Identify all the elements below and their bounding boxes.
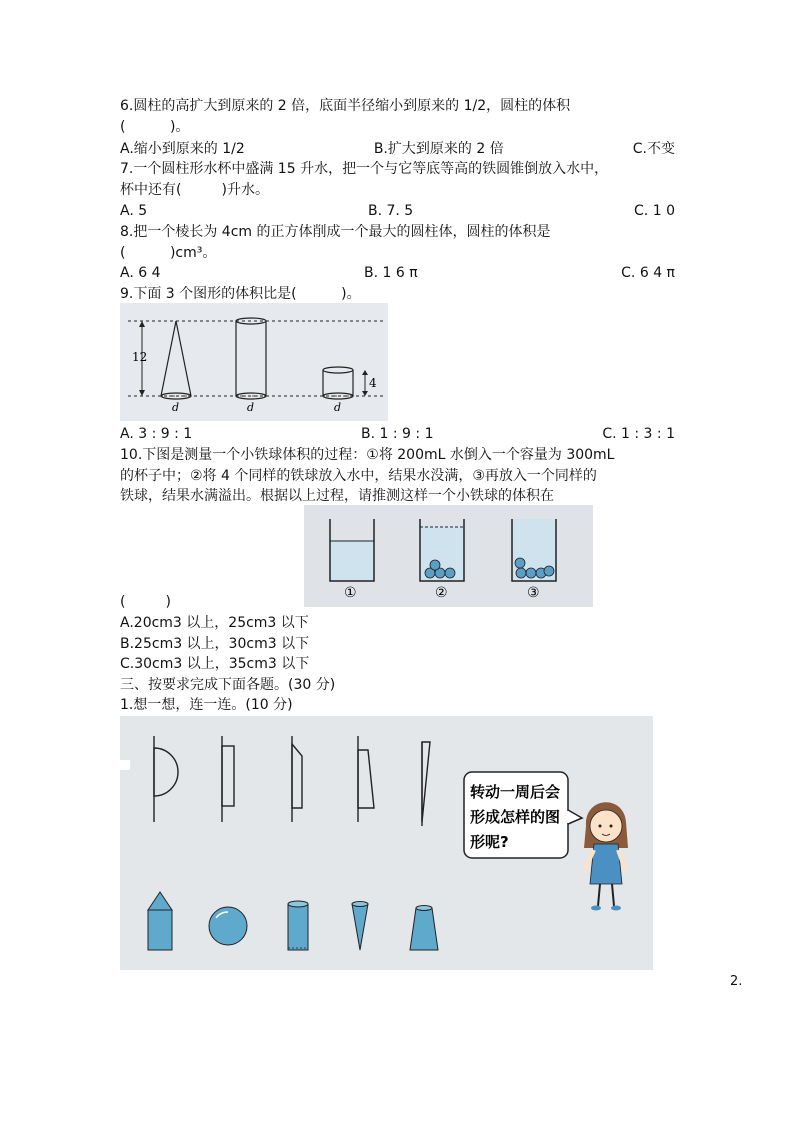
q6-option-b: B.扩大到原来的 2 倍	[373, 141, 504, 157]
q8-option-c: C. 6 4 π	[621, 265, 675, 281]
iron-ball	[515, 558, 525, 568]
q10-option-a: A.20cm3 以上，25cm3 以下	[120, 615, 309, 631]
bubble-line-3: 形呢?	[470, 833, 509, 851]
q10-blank: ( )	[120, 594, 171, 610]
q8-option-a: A. 6 4	[120, 265, 161, 281]
q6-option-a: A.缩小到原来的 1/2	[120, 141, 245, 157]
q7-option-a: A. 5	[120, 203, 148, 219]
q10-line-3: 铁球，结果水满溢出。根据以上过程，请推测这样一个小铁球的体积在	[120, 488, 554, 504]
cup-1-label: ①	[344, 585, 357, 601]
q6-stem: 6.圆柱的高扩大到原来的 2 倍，底面半径缩小到原来的 1/2，圆柱的体积	[120, 98, 571, 114]
q8-option-b: B. 1 6 π	[364, 265, 418, 281]
bubble-line-2: 形成怎样的图	[470, 808, 561, 826]
rotation-matching-figure	[120, 716, 653, 970]
q9-option-a: A. 3 : 9 : 1	[120, 426, 193, 442]
bubble-line-1: 转动一周后会	[470, 783, 561, 801]
cup-2	[420, 519, 464, 581]
iron-ball	[544, 566, 554, 576]
small-height-label: 4	[369, 376, 377, 390]
q7-stem: 7.一个圆柱形水杯中盛满 15 升水，把一个与它等底等高的铁圆锥倒放入水中，	[120, 161, 609, 177]
q9-option-b: B. 1 : 9 : 1	[361, 426, 434, 442]
q8-stem: 8.把一个棱长为 4cm 的正方体削成一个最大的圆柱体，圆柱的体积是	[120, 224, 551, 240]
q9-figure	[120, 303, 388, 421]
cylinder-diameter-label: d	[247, 401, 255, 414]
iron-ball	[430, 560, 440, 570]
q7-options	[120, 201, 675, 221]
q6-option-c: C.不变	[632, 141, 675, 157]
section-3-title: 三、按要求完成下面各题。(30 分)	[120, 677, 336, 693]
q9-option-c: C. 1 : 3 : 1	[602, 426, 675, 442]
sphere-solid	[209, 907, 247, 945]
q10-line-1: 10.下图是测量一个小铁球体积的过程：①将 200mL 水倒入一个容量为 300mL	[120, 447, 615, 463]
iron-ball	[526, 568, 536, 578]
height-label: 12	[132, 350, 148, 364]
cone-diameter-label: d	[172, 401, 180, 414]
q7-stem-2: 杯中还有( )升水。	[120, 182, 269, 198]
q7-option-c: C. 1 0	[634, 203, 675, 219]
section-3-q1: 1.想一想，连一连。(10 分)	[120, 697, 293, 713]
iron-ball	[516, 568, 526, 578]
q10-option-c: C.30cm3 以上，35cm3 以下	[120, 656, 310, 672]
q9-stem: 9.下面 3 个图形的体积比是( )。	[120, 286, 361, 302]
page-number: 2.	[730, 974, 743, 989]
q7-option-b: B. 7. 5	[367, 203, 414, 219]
cup-3-label: ③	[527, 585, 540, 601]
cup-2-label: ②	[435, 585, 448, 601]
q6-options	[120, 139, 675, 159]
short-cylinder-diameter-label: d	[334, 401, 342, 414]
q10-figure	[304, 505, 593, 607]
q10-line-2: 的杯子中；②将 4 个同样的铁球放入水中，结果水没满，③再放入一个同样的	[120, 468, 597, 484]
q6-blank: ( )。	[120, 119, 190, 135]
cup-3	[512, 519, 556, 581]
cylinder-solid	[288, 901, 308, 950]
q9-options	[120, 424, 675, 444]
q8-blank: ( )cm³。	[120, 245, 217, 261]
q10-option-b: B.25cm3 以上，30cm3 以下	[120, 636, 310, 652]
matching-figure-background	[120, 716, 653, 970]
q8-options	[120, 263, 675, 283]
iron-ball	[445, 568, 455, 578]
